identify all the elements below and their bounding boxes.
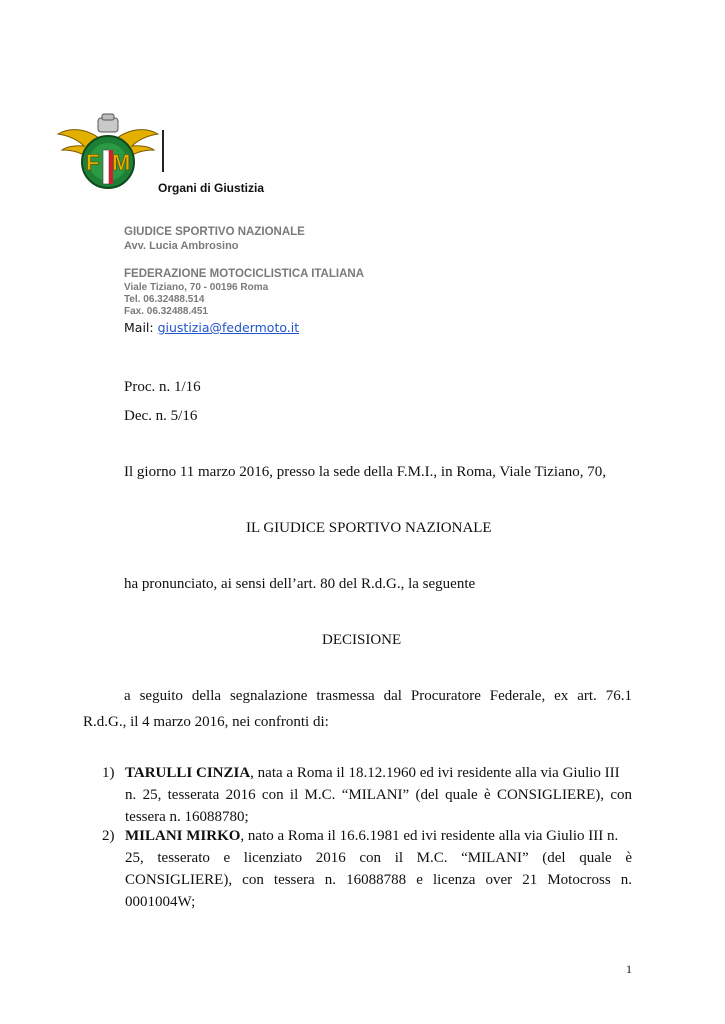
item-1-line-3: tessera n. 16088780; xyxy=(125,809,249,825)
svg-text:F: F xyxy=(86,150,100,175)
svg-text:M: M xyxy=(112,150,131,175)
item-2-line-4: 0001004W; xyxy=(125,894,196,910)
following-line-1: a seguito della segnalazione trasmessa dal Procuratore Federale, ex art. 76.1 xyxy=(124,688,632,704)
decision-heading: DECISIONE xyxy=(322,632,402,648)
item-1-number: 1) xyxy=(102,765,115,781)
federation-tel: Tel. 06.32488.514 xyxy=(124,294,205,305)
item-2-name: MILANI MIRKO xyxy=(125,828,241,844)
intro-paragraph: Il giorno 11 marzo 2016, presso la sede della F.M.I., in Roma, Viale Tiziano, 70, xyxy=(124,464,606,480)
item-2-line-1-text: , nato a Roma il 16.6.1981 ed ivi residente alla via Giulio III n. xyxy=(240,828,619,844)
item-1-name: TARULLI CINZIA xyxy=(125,765,251,781)
header-divider xyxy=(162,130,164,172)
item-2-line-2: 25, tesserato e licenziato 2016 con il M.C. “MILANI” (del quale è xyxy=(125,850,632,866)
mail-label: Mail: xyxy=(124,320,158,335)
item-1-line-2: n. 25, tesserata 2016 con il M.C. “MILANI” (del quale è CONSIGLIERE), con xyxy=(125,787,632,803)
mail-line xyxy=(124,320,299,335)
item-1-line-1 xyxy=(125,762,632,784)
fmi-logo xyxy=(56,112,160,196)
federation-address: Viale Tiziano, 70 - 00196 Roma xyxy=(124,282,269,293)
page-number: 1 xyxy=(626,962,632,976)
judge-title: GIUDICE SPORTIVO NAZIONALE xyxy=(124,226,305,238)
proc-number: Proc. n. 1/16 xyxy=(124,379,201,395)
authority-heading: IL GIUDICE SPORTIVO NAZIONALE xyxy=(246,520,492,536)
dec-number: Dec. n. 5/16 xyxy=(124,408,198,424)
judge-name: Avv. Lucia Ambrosino xyxy=(124,240,239,252)
mail-link[interactable]: giustizia@federmoto.it xyxy=(157,320,300,335)
item-2-line-1 xyxy=(125,825,632,847)
item-1-line-1-text: , nata a Roma il 18.12.1960 ed ivi residente alla via Giulio III xyxy=(250,765,620,781)
section-title: Organi di Giustizia xyxy=(158,181,265,195)
item-2-number: 2) xyxy=(102,828,115,844)
item-2-line-3: CONSIGLIERE), con tessera n. 16088788 e licenza over 21 Motocross n. xyxy=(125,872,632,888)
following-line-2: R.d.G., il 4 marzo 2016, nei confronti di: xyxy=(83,714,329,730)
federation-name: FEDERAZIONE MOTOCICLISTICA ITALIANA xyxy=(124,268,365,280)
pronounced-paragraph: ha pronunciato, ai sensi dell’art. 80 del R.d.G., la seguente xyxy=(124,576,476,592)
federation-fax: Fax. 06.32488.451 xyxy=(124,306,208,317)
